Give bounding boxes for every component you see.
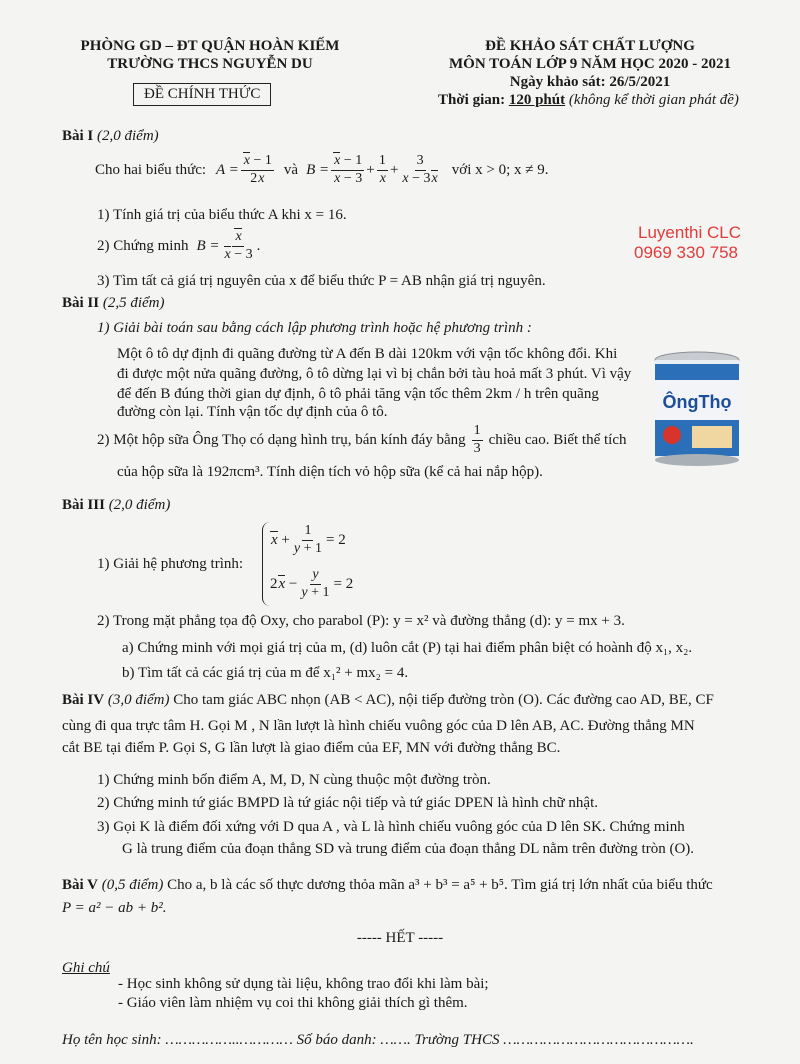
system-eq2: 2 x − $\frac{y}{y + 1}$ = 2 (270, 567, 354, 600)
system-eq1: x + $\frac{1}{y + 1}$ = 2 (271, 523, 346, 556)
bai1-q3: 3) Tìm tất cả giá trị nguyên của x để biểu thức P = AB nhận giá trị nguyên. (97, 273, 546, 289)
bai2-title: Bài II (62, 295, 100, 311)
bai1-intro: Cho hai biểu thức: (95, 161, 207, 178)
bai2-q2a: 2) Một hộp sữa Ông Thọ có dạng hình trụ, bán kính đáy bằng (97, 431, 466, 448)
official-label: ĐỀ CHÍNH THỨC (133, 83, 271, 106)
bai3-title: Bài III (62, 497, 105, 513)
bai5-l1-text: Cho a, b là các số thực dương thỏa mãn a³ + b³ = a⁵ + b⁵. Tìm giá trị lớn nhất của biểu thức (163, 877, 713, 893)
exam-title: ĐỀ KHẢO SÁT CHẤT LƯỢNG (485, 38, 695, 54)
school-name: TRƯỜNG THCS NGUYỄN DU (107, 56, 313, 72)
bai1-points: (2,0 điểm) (97, 128, 159, 144)
bai4-l3: cắt BE tại điểm P. Gọi S, G lần lượt là giao điểm của EF, MN với đường thẳng BC. (62, 740, 561, 756)
end-marker: ----- HẾT ----- (356, 930, 444, 946)
bai4-title: Bài IV (62, 692, 105, 708)
student-info-line: Họ tên học sinh: ……………..………… Số báo danh: ……. Trường THCS ……………………………………. (62, 1032, 694, 1048)
exam-subject: MÔN TOÁN LỚP 9 NĂM HỌC 2020 - 2021 (449, 56, 731, 72)
bai4-q3a: 3) Gọi K là điểm đối xứng với D qua A , và L là hình chiếu vuông góc của D lên SK. Chứng minh (97, 819, 685, 835)
bai5-l2: P = a² − ab + b². (62, 900, 167, 916)
bai5-title: Bài V (62, 877, 98, 893)
notes-title: Ghi chú (62, 960, 110, 976)
bai1-expressions: Cho hai biểu thức: A = $\frac{x - 1}{2x}$ và B = $\frac{x - 1}{x - 3}$ + $\frac{1}{x}$ + $\frac{3}{x - 3x}$ với x > 0; x ≠ 9. (95, 153, 549, 186)
bai3-points: (2,0 điểm) (108, 497, 171, 513)
bai5-points: (0,5 điểm) (101, 877, 164, 893)
exam-time (438, 92, 739, 109)
bai2-p3: để đến B đúng thời gian dự định, ô tô phải tăng vận tốc thêm 2km / h trên quãng (117, 386, 599, 402)
bai4-q1: 1) Chứng minh bốn điểm A, M, D, N cùng thuộc một đường tròn. (97, 772, 491, 788)
watermark-phone: 0969 330 758 (634, 243, 738, 262)
bai2-q2b: chiều cao. Biết thể tích (488, 431, 627, 448)
can-brand: ÔngThọ (662, 392, 732, 412)
bai1-heading (62, 128, 159, 145)
note-1: - Học sinh không sử dụng tài liệu, không trao đổi khi làm bài; (118, 976, 489, 992)
bai4-l1 (62, 692, 714, 709)
bai3-q2: 2) Trong mặt phẳng tọa độ Oxy, cho parabol (P): y = x² và đường thẳng (d): y = mx + 3. (97, 613, 625, 629)
note-2: - Giáo viên làm nhiệm vụ coi thi không giải thích gì thêm. (118, 995, 468, 1011)
bai5-l1 (62, 877, 713, 894)
bai1-q2: 2) Chứng minh B = $\frac{x}{x - 3}$ . (97, 229, 261, 262)
watermark-name: Luyenthi CLC (638, 223, 742, 242)
time-value: 120 phút (508, 92, 566, 108)
bai1-q1: 1) Tính giá trị của biểu thức A khi x = 16. (97, 207, 347, 223)
time-label: Thời gian: (438, 92, 509, 108)
bai4-l2: cùng đi qua trực tâm H. Gọi M , N lần lượt là hình chiếu vuông góc của D lên AB, AC. Đường thẳng MN (62, 718, 695, 734)
bai3-qb: b) Tìm tất cả các giá trị của m để x₁² + mx₂ = 4. (122, 665, 409, 681)
bai2-p2: đi được một nửa quãng đường, ô tô dừng lại vì bị chắn bởi tàu hoả mất 3 phút. Vì vậy (117, 366, 632, 382)
bai1-q2-text: 2) Chứng minh (97, 237, 189, 254)
bai4-q3b: G là trung điểm của đoạn thẳng SD và trung điểm của đoạn thẳng DL nằm trên đường tròn (O). (122, 841, 695, 857)
bai3-heading (62, 497, 170, 514)
bai2-q2c: của hộp sữa là 192πcm³. Tính diện tích vỏ hộp sữa (kể cả hai nắp hộp). (117, 464, 543, 480)
bai1-title: Bài I (62, 128, 94, 144)
exam-date: Ngày khảo sát: 26/5/2021 (509, 74, 671, 90)
bai2-heading (62, 295, 165, 312)
bai2-q1: 1) Giải bài toán sau bằng cách lập phương trình hoặc hệ phương trình : (97, 320, 532, 336)
bai4-l1-text: Cho tam giác ABC nhọn (AB < AC), nội tiếp đường tròn (O). Các đường cao AD, BE, CF (169, 692, 714, 708)
bai2-points: (2,5 điểm) (102, 295, 165, 311)
bai3-qa: a) Chứng minh với mọi giá trị của m, (d) luôn cắt (P) tại hai điểm phân biệt có hoành độ x₁, x₂. (122, 640, 693, 656)
milk-can-image (650, 350, 745, 470)
bai2-p4: đường còn lại. Tính vận tốc dự định của ô tô. (117, 404, 388, 420)
bai2-q2: 2) Một hộp sữa Ông Thọ có dạng hình trụ, bán kính đáy bằng $\frac{1}{3}$ chiều cao. Biết thể tích (97, 423, 627, 456)
bai1-condition: với x > 0; x ≠ 9. (451, 161, 549, 178)
bai2-p1: Một ô tô dự định đi quãng đường từ A đến B dài 120km với vận tốc không đổi. Khi (117, 346, 618, 362)
bai3-q1: 1) Giải hệ phương trình: (97, 556, 244, 572)
dept-name: PHÒNG GD – ĐT QUẬN HOÀN KIẾM (80, 38, 340, 54)
bai4-points: (3,0 điểm) (107, 692, 170, 708)
bai4-q2: 2) Chứng minh tứ giác BMPD là tứ giác nội tiếp và tứ giác DPEN là hình chữ nhật. (97, 795, 598, 811)
time-note: (không kể thời gian phát đề) (568, 92, 739, 108)
